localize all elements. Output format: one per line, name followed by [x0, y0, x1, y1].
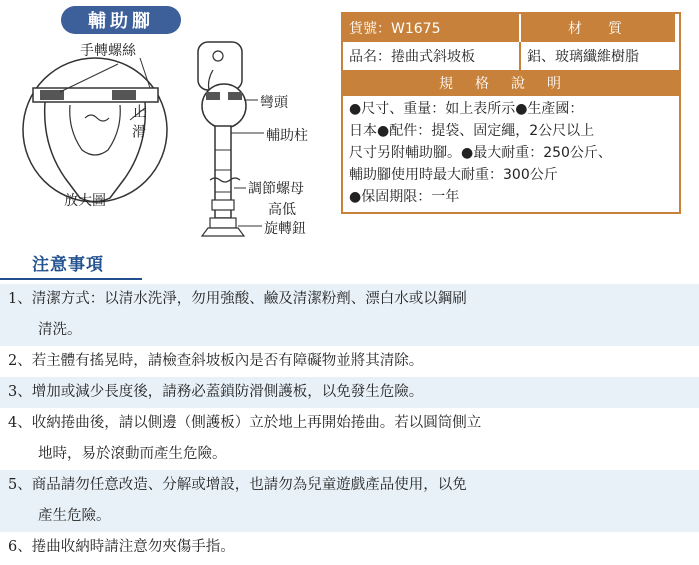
spec-header: 規格說明 [343, 70, 679, 96]
notice-item-1-line1: 1、清潔方式：以清水洗淨，勿用強酸、鹼及清潔粉劑、漂白水或以鋼刷 [8, 291, 467, 307]
leg-elbow [202, 84, 246, 128]
label-magnified: 放大圖 [64, 193, 106, 209]
notice-item-5 [0, 470, 699, 532]
notice-item-2-line1: 2、若主體有搖晃時，請檢查斜坡板內是否有障礙物並將其清除。 [8, 353, 424, 369]
spec-row-2 [343, 42, 679, 70]
anti-slip-mark [85, 115, 109, 121]
notice-item-6 [0, 532, 699, 563]
leg-top-hole [213, 51, 223, 61]
right-screw-block [112, 90, 136, 100]
diagram-title-badge: 輔助腳 [61, 6, 181, 34]
leg-base [210, 218, 236, 228]
notice-item-5-line1: 5、商品請勿任意改造、分解或增設，也請勿為兒童遊戲產品使用，以免 [8, 477, 467, 493]
spec-line: 日本●配件：提袋、固定繩，2公尺以上 [349, 123, 595, 139]
notice-item-3-line1: 3、增加或減少長度後，請務必蓋鎖防滑側護板，以免發生危險。 [8, 384, 424, 400]
notice-underline [0, 278, 142, 280]
spec-name: 品名：捲曲式斜坡板 [349, 49, 475, 65]
leg-adjust-nut [212, 200, 234, 210]
label-aux-pole: 輔助柱 [266, 128, 308, 144]
spec-material-label: 材 質 [519, 14, 675, 42]
leg-top-plate [198, 42, 242, 90]
spec-body [343, 96, 679, 212]
spec-row-1 [343, 14, 679, 42]
notice-item-2 [0, 346, 699, 377]
notice-item-5-line2: 產生危險。 [38, 508, 111, 524]
notice-item-4-line1: 4、收納捲曲後，請以側邊（側護板）立於地上再開始捲曲。若以圓筒側立 [8, 415, 482, 431]
spec-model: 貨號：W1675 [343, 14, 519, 42]
notice-item-4-line2: 地時，易於滾動而產生危險。 [38, 446, 227, 462]
spec-line: 尺寸另附輔助腳。●最大耐重：250公斤、 [349, 145, 612, 161]
spec-table [341, 12, 681, 214]
spec-line: ●尺寸、重量：如上表所示●生產國： [349, 101, 584, 117]
notice-title: 注意事項 [32, 255, 104, 275]
label-height-knob-2: 旋轉鈕 [264, 221, 306, 237]
notice-item-6-line1: 6、捲曲收納時請注意勿夾傷手指。 [8, 539, 235, 555]
leg-foot [202, 228, 244, 236]
magnified-inner [70, 105, 121, 155]
spec-material: 鋁、玻璃纖維樹脂 [519, 42, 675, 70]
notice-item-1-line2: 清洗。 [38, 322, 82, 338]
notice-item-4 [0, 408, 699, 470]
label-anti-slip: 止滑 [130, 104, 146, 144]
label-height-knob-1: 高低 [268, 202, 296, 218]
spec-line: 輔助腳使用時最大耐重：300公斤 [349, 167, 558, 183]
spec-line: ●保固期限：一年 [349, 189, 460, 205]
label-hand-screw: 手轉螺絲 [80, 43, 136, 59]
notice-item-1 [0, 284, 699, 346]
label-adjust-nut: 調節螺母 [248, 181, 304, 197]
notice-item-3 [0, 377, 699, 408]
label-elbow: 彎頭 [260, 95, 288, 111]
